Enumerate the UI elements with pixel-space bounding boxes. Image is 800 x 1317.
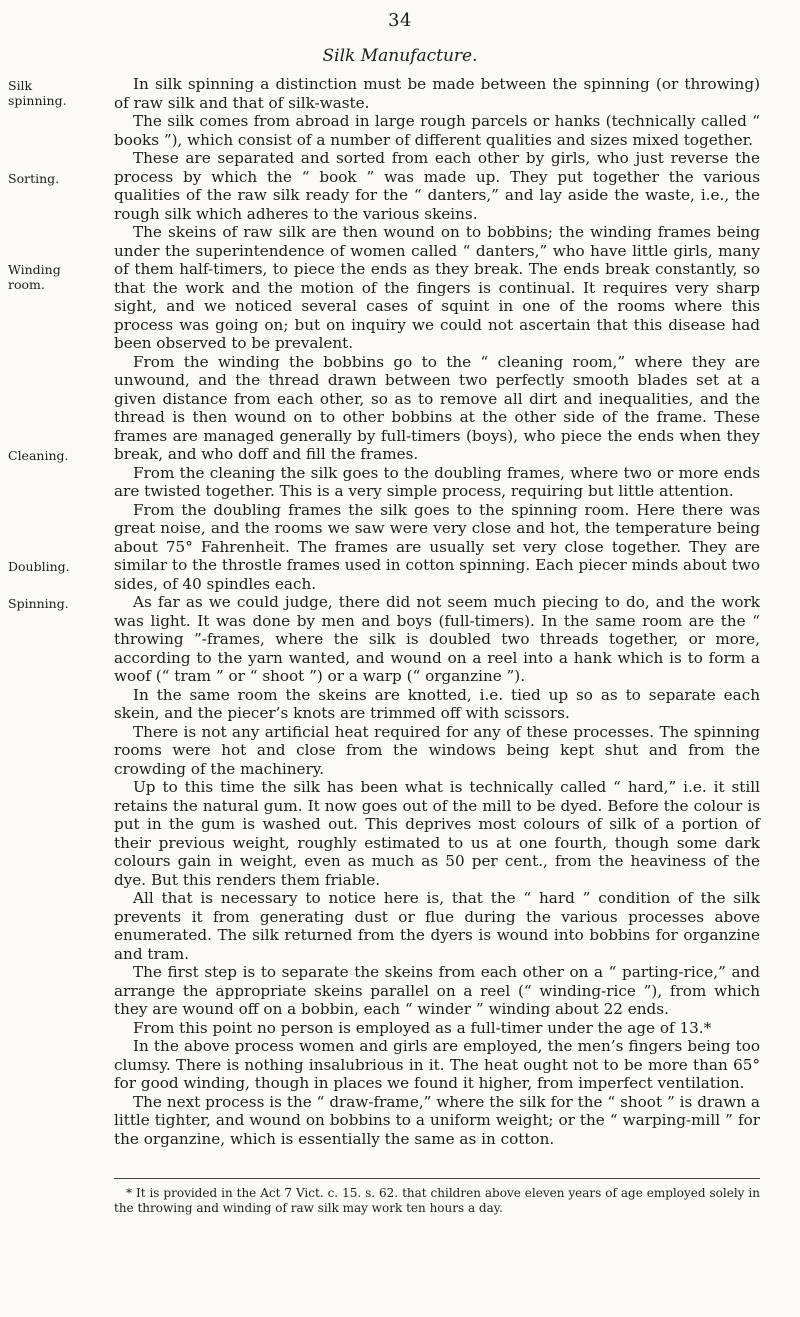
footnote: * It is provided in the Act 7 Vict. c. 15. s. 62. that children above eleven years of age employed solely in the throwing and winding of raw silk may work ten hours a day.	[114, 1186, 760, 1215]
paragraph: From the doubling frames the silk goes to the spinning room. Here there was great noise, and the rooms we saw were very close and hot, the temperature being about 75° Fahrenheit. The frames are usually set very close together. They are similar to the throstle frames used in cotton spinning. Each piecer minds about two sides, of 40 spindles each.	[114, 500, 760, 593]
paragraph: The first step is to separate the skeins from each other on a “ parting-rice,” and arrange the appropriate skeins parallel on a reel (“ winding-rice ”), from which they are wound off on a bobbin, each “ winder ” winding about 22 ends.	[114, 963, 760, 1018]
margin-note-silk-spinning: Silk spinning.	[8, 78, 67, 108]
footnote-rule	[114, 1178, 760, 1179]
paragraph: The silk comes from abroad in large rough parcels or hanks (technically called “ books ”), which consist of a number of different qualities and sizes mixed together.	[114, 112, 760, 149]
page-number: 34	[388, 10, 412, 31]
margin-note-sorting: Sorting.	[8, 171, 60, 186]
paragraph: From the cleaning the silk goes to the doubling frames, where two or more ends are twisted together. This is a very simple process, requiring but little attention.	[114, 463, 760, 500]
margin-note-winding-room: Winding room.	[8, 262, 61, 292]
body-text	[114, 75, 760, 1148]
paragraph: The next process is the “ draw-frame,” where the silk for the “ shoot ” is drawn a little tighter, and wound on bobbins to a uniform weight; or the “ warping-mill ” for the organzine, which is essentially the same as in cotton.	[114, 1092, 760, 1148]
paragraph: There is not any artificial heat required for any of these processes. The spinning rooms were hot and close from the windows being kept shut and from the crowding of the machinery.	[114, 722, 760, 778]
paragraph: From the winding the bobbins go to the “ cleaning room,” where they are unwound, and the thread drawn between two perfectly smooth blades set at a given distance from each other, so as to remove all dirt and inequalities, and the thread is then wound on to other bobbins at the other side of the frame. These frames are managed generally by full-timers (boys), who piece the ends when they break, and who doff and fill the frames.	[114, 352, 760, 463]
paragraph: In the above process women and girls are employed, the men’s fingers being too clumsy. There is nothing insalubrious in it. The heat ought not to be more than 65° for good winding, though in places we found it higher, from imperfect ventilation.	[114, 1037, 760, 1092]
margin-note-doubling: Doubling.	[8, 559, 70, 574]
paragraph: In silk spinning a distinction must be made between the spinning (or throwing) of raw silk and that of silk-waste.	[114, 75, 760, 112]
paragraph: The skeins of raw silk are then wound on to bobbins; the winding frames being under the superintendence of women called “ danters,” who have little girls, many of them half-timers, to piece the ends as they break. The ends break constantly, so that the work and the motion of the fingers is continual. It requires very sharp sight, and we noticed several cases of squint in one of the rooms where this process was going on; but on inquiry we could not ascertain that this disease had been observed to be prevalent.	[114, 223, 760, 352]
margin-note-spinning: Spinning.	[8, 596, 69, 611]
paragraph: These are separated and sorted from each other by girls, who just reverse the process by which the “ book ” was made up. They put together the various qualities of the raw silk ready for the “ danters,” and lay aside the waste, i.e., the rough silk which adheres to the various skeins.	[114, 149, 760, 223]
paragraph: Up to this time the silk has been what is technically called “ hard,” i.e. it still retains the natural gum. It now goes out of the mill to be dyed. Before the colour is put in the gum is washed out. This deprives most colours of silk of a portion of their previous weight, roughly estimated to us at one fourth, though some dark colours gain in weight, even as much as 50 per cent., from the heaviness of the dye. But this renders them friable.	[114, 778, 760, 889]
running-title: Silk Manufacture.	[322, 46, 478, 66]
paragraph: In the same room the skeins are knotted, i.e. tied up so as to separate each skein, and the piecer’s knots are trimmed off with scissors.	[114, 685, 760, 722]
margin-note-cleaning: Cleaning.	[8, 448, 69, 463]
paragraph: From this point no person is employed as a full-timer under the age of 13.*	[133, 1018, 712, 1037]
paragraph: As far as we could judge, there did not seem much piecing to do, and the work was light. It was done by men and boys (full-timers). In the same room are the “ throwing ”-frames, where the silk is doubled two threads together, or more, according to the yarn wanted, and wound on a reel into a hank which is to form a woof (“ tram ” or “ shoot ”) or a warp (“ organzine ”).	[114, 593, 760, 685]
paragraph: All that is necessary to notice here is, that the “ hard ” condition of the silk prevents it from generating dust or flue during the various processes above enumerated. The silk returned from the dyers is wound into bobbins for organzine and tram.	[114, 889, 760, 963]
